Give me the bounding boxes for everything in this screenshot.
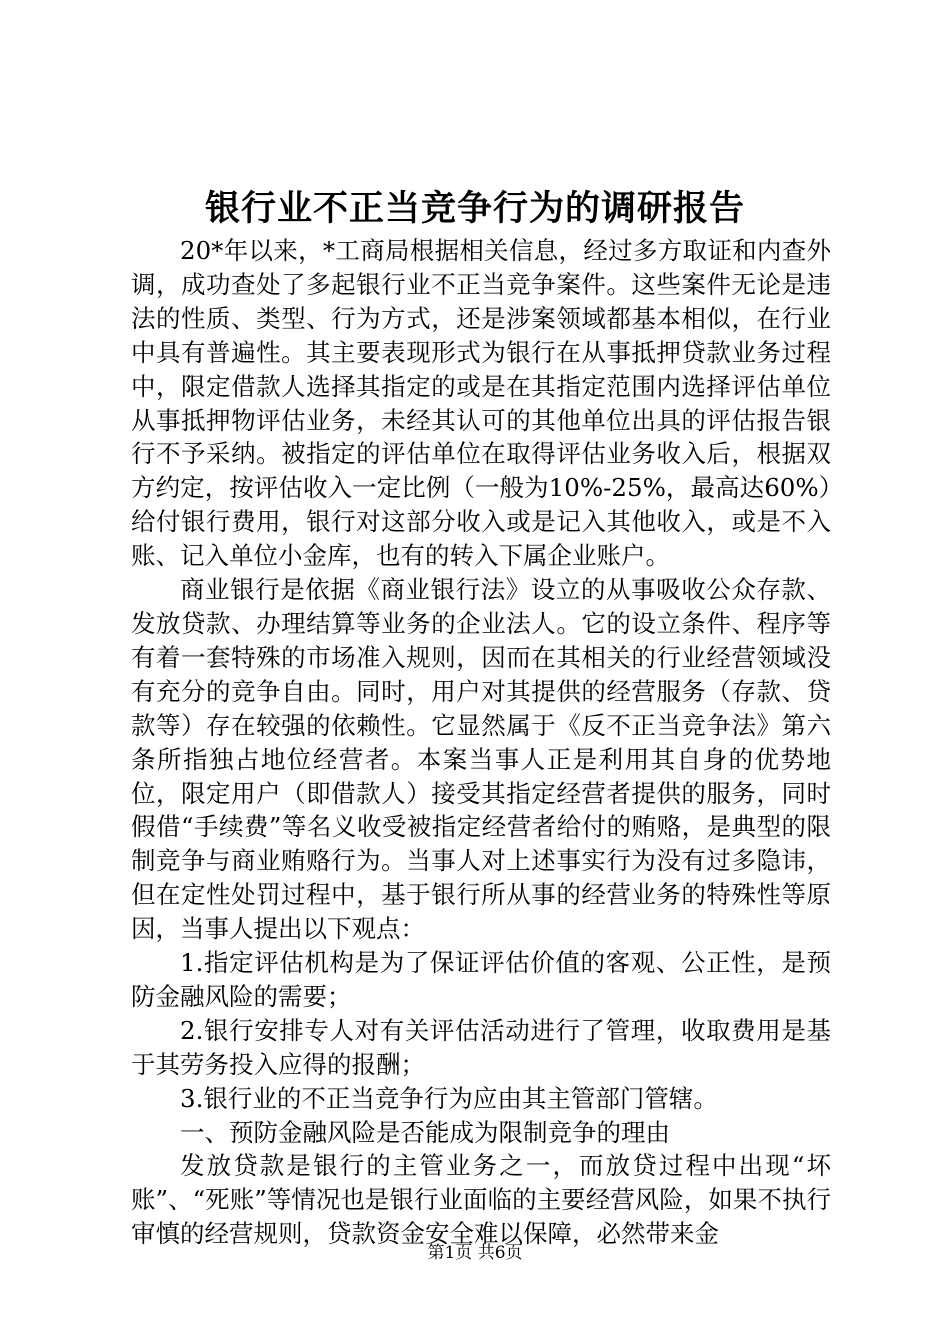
document-body [131,234,831,1251]
document-title: 银行业不正当竞争行为的调研报告 [204,188,745,229]
paragraph: 20*年以来，*工商局根据相关信息，经过多方取证和内查外调，成功查处了多起银行业不正当竞争案件。这些案件无论是违法的性质、类型、行为方式，还是涉案领域都基本相似，在行业中具有普遍性。其主要表现形式为银行在从事抵押贷款业务过程中，限定借款人选择其指定的或是在其指定范围内选择评估单位从事抵押物评估业务，未经其认可的其他单位出具的评估报告银行不予采纳。被指定的评估单位在取得评估业务收入后，根据双方约定，按评估收入一定比例（一般为10%-25%，最高达60%）给付银行费用，银行对这部分收入或是记入其他收入，或是不入账、记入单位小金库，也有的转入下属企业账户。 [131,236,831,571]
page-number-footer: 第1页 共6页 [427,1243,523,1263]
list-item: 1.指定评估机构是为了保证评估价值的客观、公正性，是预防金融风险的需要； [131,948,831,1011]
section-heading: 一、预防金融风险是否能成为限制竞争的理由 [180,1117,670,1147]
list-item: 3.银行业的不正当竞争行为应由其主管部门管辖。 [180,1083,718,1113]
paragraph: 商业银行是依据《商业银行法》设立的从事吸收公众存款、发放贷款、办理结算等业务的企业法人。它的设立条件、程序等有着一套特殊的市场准入规则，因而在其相关的行业经营领域没有充分的竞争自由。同时，用户对其提供的经营服务（存款、贷款等）存在较强的依赖性。它显然属于《反不正当竞争法》第六条所指独占地位经营者。本案当事人正是利用其自身的优势地位，限定用户（即借款人）接受其指定经营者提供的服务，同时假借“手续费”等名义收受被指定经营者给付的贿赂，是典型的限制竞争与商业贿赂行为。当事人对上述事实行为没有过多隐讳，但在定性处罚过程中，基于银行所从事的经营业务的特殊性等原因，当事人提出以下观点： [131,575,831,944]
list-item: 2.银行安排专人对有关评估活动进行了管理，收取费用是基于其劳务投入应得的报酬； [131,1015,831,1079]
paragraph: 发放贷款是银行的主管业务之一，而放贷过程中出现“坏账”、“死账”等情况也是银行业面临的主要经营风险，如果不执行审慎的经营规则，贷款资金安全难以保障，必然带来金 [131,1151,831,1249]
